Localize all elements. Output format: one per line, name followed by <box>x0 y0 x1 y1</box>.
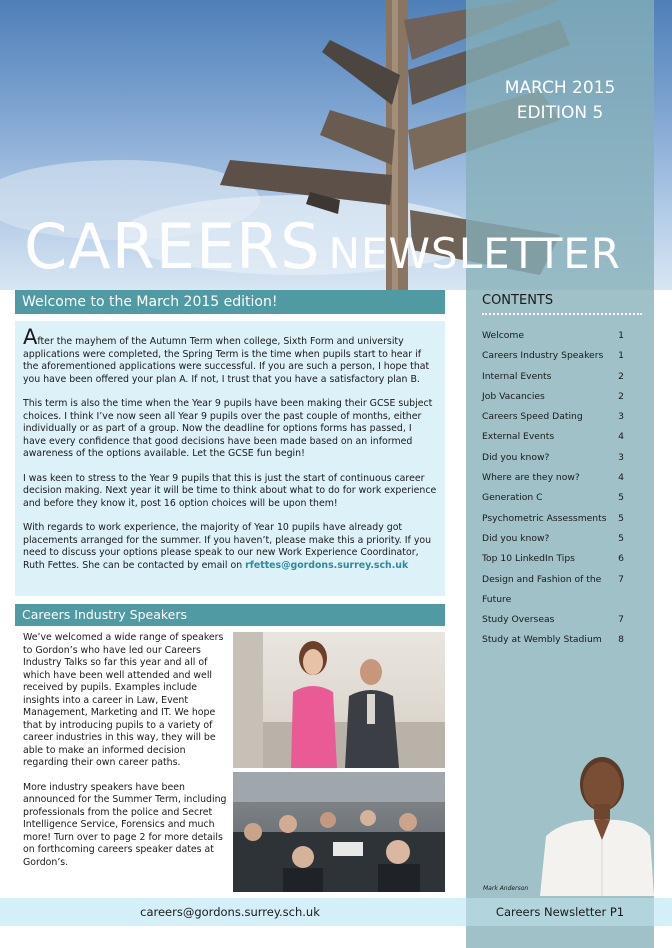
contents-item[interactable]: Did you know? 3 <box>482 451 624 463</box>
advisor-photo <box>536 740 654 896</box>
footer-page-label: Careers Newsletter P1 <box>495 905 625 919</box>
masthead-newsletter: NEWSLETTER <box>328 229 621 278</box>
pupils-photo <box>233 772 445 892</box>
contents-item[interactable]: Generation C 5 <box>482 492 624 504</box>
contents-item[interactable]: Did you know? 5 <box>482 532 624 544</box>
contents-item[interactable]: Careers Industry Speakers 1 <box>482 350 624 362</box>
contents-item[interactable]: Top 10 LinkedIn Tips 6 <box>482 553 624 565</box>
contents-item[interactable]: Study at Wembly Stadium 8 <box>482 634 624 646</box>
speakers-article <box>23 632 228 881</box>
edition-month: MARCH 2015 <box>504 78 616 98</box>
dropcap: A <box>23 325 38 349</box>
edition-info <box>466 76 654 126</box>
contents-item[interactable]: Welcome 1 <box>482 330 624 341</box>
masthead <box>24 210 664 290</box>
contents-item[interactable]: Psychometric Assessments 5 <box>482 512 624 524</box>
contents-list <box>482 326 624 651</box>
footer-email-link[interactable]: careers@gordons.surrey.sch.uk <box>140 905 320 919</box>
contents-item[interactable]: Internal Events 2 <box>482 370 624 382</box>
contents-item[interactable]: Where are they now? 4 <box>482 472 624 484</box>
contents-item[interactable]: Job Vacancies 2 <box>482 390 624 402</box>
work-experience-email-link[interactable]: rfettes@gordons.surrey.sch.uk <box>245 559 409 571</box>
welcome-article <box>15 321 445 596</box>
speakers-paragraph-1: We’ve welcomed a wide range of speakers to Gordon’s who have led our Careers Industry Talks so far this year and all of which have been well attended and well received by pupils. Examples include insights into a career in Law, Event Management, Marketing and IT. We hope that by introducing pupils to a variety of career industries in this way, they will be able to make an informed decision regarding their own career paths. <box>23 632 224 768</box>
contents-item[interactable]: Design and Fashion of the Future 7 <box>482 573 624 605</box>
contents-item[interactable]: Study Overseas 7 <box>482 614 624 626</box>
speaker-photo <box>233 632 445 768</box>
contents-item[interactable]: External Events 4 <box>482 431 624 443</box>
advisor-caption: Mark Anderson <box>483 885 529 892</box>
speakers-heading: Careers Industry Speakers <box>15 604 445 626</box>
welcome-paragraph-4: With regards to work experience, the majority of Year 10 pupils have already got placements arranged for the summer. If you haven’t, please make this a priority. If you need to discuss your options please speak to our new Work Experience Coordinator, Ruth Fettes. She can be contacted by email on <box>23 522 432 571</box>
welcome-paragraph-2: This term is also the time when the Year 9 pupils have been making their GCSE subject choices. I think I’ve now seen all Year 9 pupils over the past couple of months, either individually or as part of a group. Now the deadline for options forms has passed, I have every confidence that good decisions have been made based on an informed awareness of the options available. Let the GCSE fun begin! <box>23 398 433 459</box>
edition-number: EDITION 5 <box>516 103 604 123</box>
welcome-paragraph-1: fter the mayhem of the Autumn Term when college, Sixth Form and university applications were completed, the Spring Term is the time when pupils start to hear if the aforementioned applications were successful. If you are such a person, I hope that you have been offered your plan A. If not, I trust that you have a satisfactory plan B. <box>23 336 430 385</box>
contents-item[interactable]: Careers Speed Dating 3 <box>482 411 624 423</box>
welcome-heading: Welcome to the March 2015 edition! <box>15 290 445 314</box>
masthead-careers: CAREERS <box>24 210 321 283</box>
speakers-paragraph-2: More industry speakers have been announced for the Summer Term, including professionals from the police and Secret Intelligence Service, Forensics and much more! Turn over to page 2 for more details on forthcoming careers speaker dates at Gordon’s. <box>23 781 227 868</box>
contents-title: CONTENTS <box>482 293 554 308</box>
welcome-paragraph-3: I was keen to stress to the Year 9 pupils that this is just the start of continuous career decision making. Next year it will be time to think about what to do for work experience and before they know it, post 16 option choices will be upon them! <box>23 472 437 509</box>
contents-divider <box>482 313 642 315</box>
